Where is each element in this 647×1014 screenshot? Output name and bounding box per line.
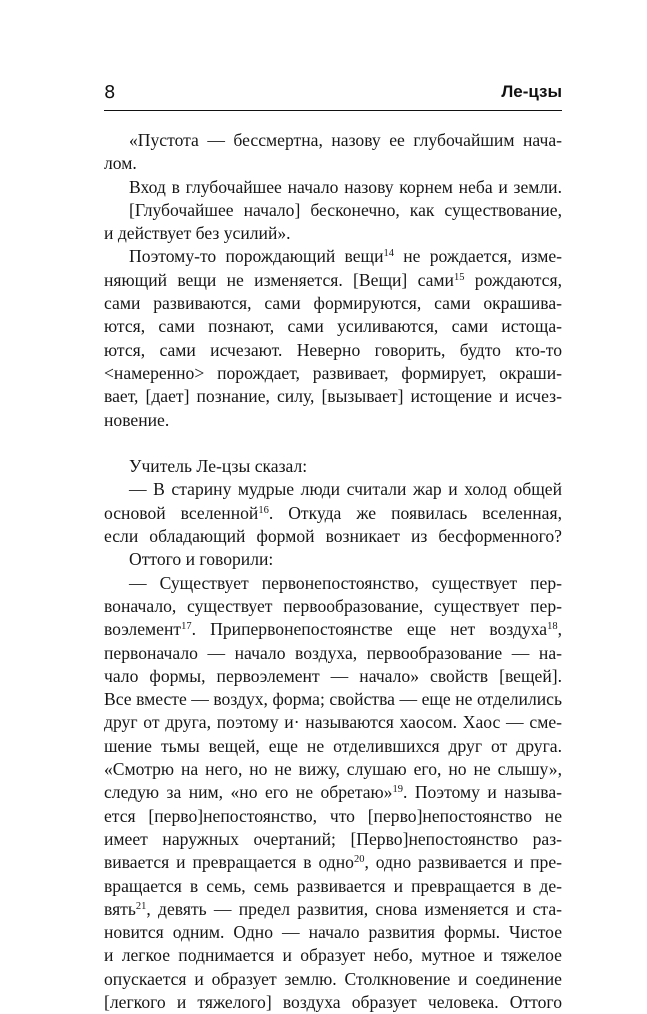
text-line: Вход в глубочайшее начало назову корнем неба и земли. bbox=[129, 176, 562, 197]
text-line: если обладающий формой возникает из бесформенного? bbox=[104, 526, 562, 547]
text-line: новение. bbox=[104, 409, 170, 430]
text-line: вивается и превращается в одно$^{20}$, одно развивается и пре- bbox=[104, 852, 562, 873]
header-rule bbox=[104, 110, 562, 111]
text-line: основой вселенной$^{16}$. Откуда же появилась вселенная, bbox=[104, 502, 562, 523]
running-head bbox=[104, 82, 562, 106]
text-line: «Смотрю на него, но не вижу, слушаю его, но не слышу», bbox=[104, 759, 562, 780]
footnote-mark: 21 bbox=[135, 900, 147, 912]
text-line: новится одним. Одно — начало развития формы. Чистое bbox=[104, 922, 562, 943]
text-line: воэлемент$^{17}$. Припервонепостоянстве еще нет воздуха$^{18}$, bbox=[104, 619, 562, 640]
text-line: и действует без усилий». bbox=[104, 223, 291, 244]
text-line: — Существует первонепостоянство, существует пер- bbox=[129, 572, 562, 593]
text-line: [Глубочайшее начало] бесконечно, как существование, bbox=[129, 199, 562, 220]
text-line: и легкое поднимается и образует небо, мутное и тяжелое bbox=[104, 945, 562, 966]
text-line: Все вместе — воздух, форма; свойства — еще не отделились bbox=[104, 689, 562, 710]
text-line: «Пустота — бессмертна, назову ее глубочайшим нача- bbox=[129, 130, 562, 150]
text-line: ются, сами познают, сами усиливаются, сами истоща- bbox=[104, 316, 562, 337]
text-line: шение тьмы вещей, еще не отделившихся друг от друга. bbox=[104, 735, 562, 756]
footnote-mark: 18 bbox=[547, 621, 558, 633]
text-line: следую за ним, «но его не обретаю»$^{19}$. Поэтому и называ- bbox=[104, 782, 562, 803]
text-line: лом. bbox=[104, 153, 137, 174]
text-line: воначало, существует первообразование, существует пер- bbox=[104, 595, 562, 616]
text-line: Учитель Ле-цзы сказал: bbox=[129, 456, 308, 477]
text-line: сами развиваются, сами формируются, сами окрашива- bbox=[104, 293, 562, 314]
footnote-mark: 15 bbox=[453, 271, 465, 283]
text-line: первоначало — начало воздуха, первообразование — на- bbox=[104, 642, 562, 663]
footnote-mark: 16 bbox=[258, 504, 269, 516]
footnote-mark: 17 bbox=[181, 621, 192, 633]
paragraph-gap bbox=[104, 432, 562, 455]
footnote-mark: 14 bbox=[383, 248, 395, 260]
footnote-mark: 20 bbox=[353, 854, 365, 866]
text-line: опускается и образует землю. Столкновение и соединение bbox=[104, 968, 562, 989]
text-line: ются, сами исчезают. Неверно говорить, будто кто-то bbox=[104, 339, 562, 360]
text-line: вращается в семь, семь развивается и превращается в де- bbox=[104, 875, 562, 896]
text-line: вять$^{21}$, девять — предел развития, снова изменяется и ста- bbox=[104, 898, 562, 919]
text-line: Поэтому-то порождающий вещи$^{14}$ не рождается, изме- bbox=[129, 246, 562, 267]
text-line: чало формы, первоэлемент — начало» свойств [вещей]. bbox=[104, 665, 562, 686]
book-title: Ле-цзы bbox=[501, 82, 562, 101]
text-line: [легкого и тяжелого] воздуха образует человека. Оттого bbox=[104, 991, 562, 1012]
footnote-mark: 19 bbox=[392, 784, 403, 796]
text-line: <намеренно> порождает, развивает, формирует, окраши- bbox=[104, 362, 562, 383]
text-line: ется [перво]непостоянство, что [перво]непостоянство не bbox=[104, 805, 562, 826]
text-line: вает, [дает] познание, силу, [вызывает] истощение и исчез- bbox=[104, 386, 562, 407]
text-line: имеет наружных очертаний; [Перво]непостоянство раз- bbox=[104, 828, 562, 849]
page-number: 8 bbox=[104, 82, 116, 103]
body-text bbox=[104, 129, 562, 1014]
text-line: — В старину мудрые люди считали жар и холод общей bbox=[129, 479, 562, 500]
text-line: друг от друга, поэтому и· называются хаосом. Хаос — сме- bbox=[104, 712, 562, 733]
text-line: няющий вещи не изменяется. [Вещи] сами$^{15}$ рождаются, bbox=[104, 269, 562, 290]
text-line: Оттого и говорили: bbox=[129, 549, 274, 570]
